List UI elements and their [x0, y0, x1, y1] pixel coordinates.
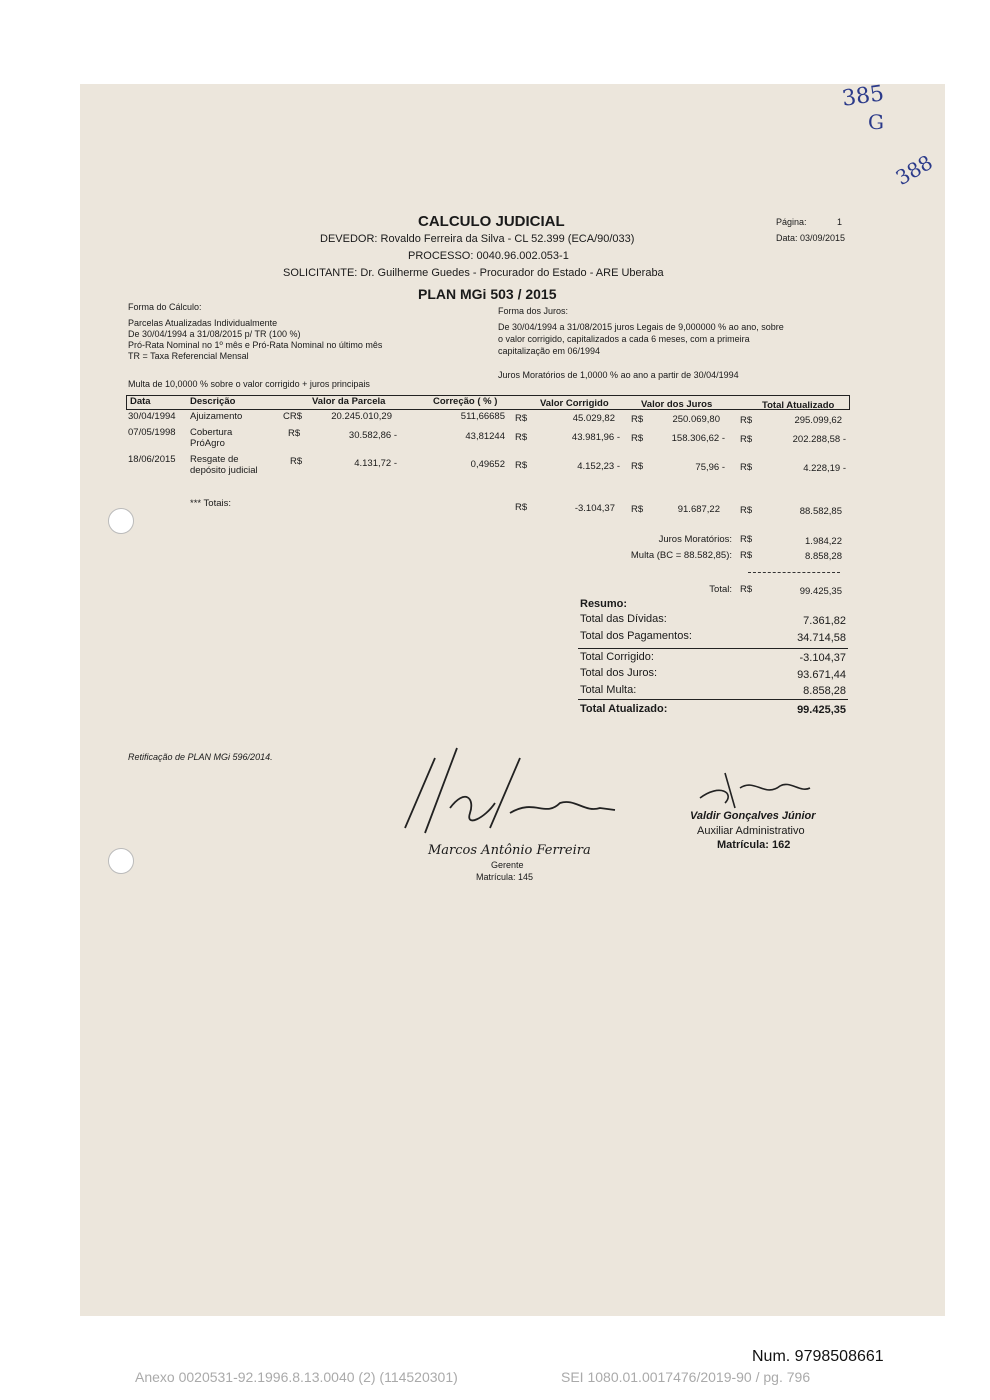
calc-form-line: TR = Taxa Referencial Mensal: [128, 351, 249, 361]
cell-currency: R$: [631, 414, 644, 425]
punch-hole-bottom: [108, 848, 134, 874]
col-header-valor-parcela: Valor da Parcela: [312, 396, 386, 407]
juros-moratorios-value: 1.984,22: [805, 536, 842, 547]
cell-valor-parcela: 4.131,72 -: [354, 458, 397, 469]
totals-corrigido: -3.104,37: [574, 503, 615, 514]
signature-right-role: Auxiliar Administrativo: [697, 825, 805, 837]
resumo-label: Total das Dívidas:: [580, 613, 667, 625]
cell-descricao: Resgate de: [190, 454, 239, 465]
document-title: CALCULO JUDICIAL: [418, 213, 565, 230]
cell-currency: R$: [740, 584, 753, 595]
cell-currency: R$: [740, 462, 753, 473]
handwritten-page-number-2: 388: [891, 150, 937, 190]
cell-currency: R$: [631, 433, 644, 444]
multa-value: 8.858,28: [805, 551, 842, 562]
resumo-value: 34.714,58: [797, 632, 846, 644]
cell-currency: R$: [515, 432, 528, 443]
cell-total-atualizado: 295.099,62: [794, 415, 842, 426]
cell-currency: CR$: [283, 411, 303, 422]
multa-label: Multa (BC = 88.582,85):: [630, 550, 732, 561]
col-header-correcao: Correção ( % ): [433, 396, 498, 407]
signature-left-scribble: [395, 738, 625, 838]
totals-juros: 91.687,22: [677, 504, 720, 515]
processo: PROCESSO: 0040.96.002.053-1: [408, 250, 569, 262]
resumo-final-divider: [578, 699, 848, 700]
resumo-label: Total dos Pagamentos:: [580, 630, 692, 642]
cell-total-atualizado: 202.288,58 -: [792, 434, 846, 445]
calc-form-label: Forma do Cálculo:: [128, 302, 202, 312]
col-header-data: Data: [130, 396, 151, 407]
juros-form-line: o valor corrigido, capitalizados a cada 6 meses, com a primeira: [498, 334, 750, 344]
date-label: Data: 03/09/2015: [776, 233, 846, 243]
cell-valor-juros: 75,96 -: [695, 462, 725, 473]
page-value: 1: [837, 217, 843, 227]
retificacao-note: Retificação de PLAN MGi 596/2014.: [128, 752, 273, 762]
handwritten-page-number: 385: [840, 81, 886, 112]
table-border-left: [126, 395, 127, 410]
cell-currency: R$: [740, 550, 753, 561]
col-header-total-atualizado: Total Atualizado: [762, 400, 835, 411]
cell-correcao: 43,81244: [465, 431, 505, 442]
cell-valor-corrigido: 4.152,23 -: [577, 461, 620, 472]
calc-form-line: De 30/04/1994 a 31/08/2015 p/ TR (100 %): [128, 329, 301, 339]
handwritten-letter: G: [868, 110, 884, 134]
resumo-value: -3.104,37: [799, 652, 846, 664]
cell-currency: R$: [740, 534, 753, 545]
resumo-divider: [578, 648, 848, 649]
calc-form-line: Pró-Rata Nominal no 1º mês e Pró-Rata Nominal no último mês: [128, 340, 383, 350]
cell-currency: R$: [740, 434, 753, 445]
signature-left-role: Gerente: [491, 860, 524, 870]
resumo-final-label: Total Atualizado:: [580, 703, 668, 715]
cell-correcao: 0,49652: [470, 459, 505, 470]
signature-left-matricula: Matrícula: 145: [476, 872, 534, 882]
total-value: 99.425,35: [799, 586, 842, 597]
punch-hole-top: [108, 508, 134, 534]
col-header-valor-juros: Valor dos Juros: [641, 399, 713, 410]
resumo-value: 8.858,28: [803, 685, 846, 697]
totals-total: 88.582,85: [799, 506, 842, 517]
cell-valor-corrigido: 45.029,82: [572, 413, 615, 424]
resumo-final-value: 99.425,35: [797, 704, 846, 716]
cell-currency: R$: [515, 460, 528, 471]
cell-valor-corrigido: 43.981,96 -: [571, 432, 620, 443]
cell-descricao-2: depósito judicial: [190, 465, 258, 476]
cell-data: 18/06/2015: [128, 454, 176, 465]
cell-currency: R$: [631, 504, 644, 515]
cell-descricao: Ajuizamento: [190, 411, 243, 422]
resumo-label: Total Corrigido:: [580, 651, 654, 663]
solicitante: SOLICITANTE: Dr. Guilherme Guedes - Procurador do Estado - ARE Uberaba: [283, 267, 664, 279]
cell-total-atualizado: 4.228,19 -: [803, 463, 846, 474]
footer-anexo: Anexo 0020531-92.1996.8.13.0040 (2) (114520301): [135, 1369, 458, 1385]
total-separator: [748, 572, 840, 574]
total-label: Total:: [709, 584, 732, 595]
resumo-label: Total Multa:: [580, 684, 637, 696]
cell-currency: R$: [740, 415, 753, 426]
cell-currency: R$: [740, 505, 753, 516]
cell-valor-parcela: 30.582,86 -: [348, 430, 397, 441]
resumo-value: 93.671,44: [797, 669, 846, 681]
juros-form-label: Forma dos Juros:: [498, 306, 569, 316]
table-header-bottom-line: [126, 409, 850, 410]
cell-currency: R$: [290, 456, 303, 467]
plan-number: PLAN MGi 503 / 2015: [418, 286, 557, 302]
multa-description: Multa de 10,0000 % sobre o valor corrigido + juros principais: [128, 379, 370, 389]
cell-valor-parcela: 20.245.010,29: [331, 411, 392, 422]
table-border-right: [849, 395, 850, 410]
footer-sei: SEI 1080.01.0017476/2019-90 / pg. 796: [561, 1369, 811, 1385]
cell-correcao: 511,66685: [460, 411, 505, 422]
calc-form-line: Parcelas Atualizadas Individualmente: [128, 318, 278, 328]
juros-moratorios-description: Juros Moratórios de 1,0000 % ao ano a partir de 30/04/1994: [498, 370, 739, 380]
cell-currency: R$: [288, 428, 301, 439]
juros-form-line: De 30/04/1994 a 31/08/2015 juros Legais de 9,000000 % ao ano, sobre: [498, 322, 784, 332]
totals-label: *** Totais:: [190, 498, 232, 509]
cell-valor-juros: 250.069,80: [672, 414, 720, 425]
cell-data: 30/04/1994: [128, 411, 176, 422]
juros-form-line: capitalização em 06/1994: [498, 346, 601, 356]
cell-descricao-2: PróAgro: [190, 438, 225, 449]
juros-moratorios-label: Juros Moratórios:: [658, 534, 732, 545]
signature-right-name: Valdir Gonçalves Júnior: [690, 810, 816, 822]
footer-num: Num. 9798508661: [752, 1348, 884, 1365]
resumo-label: Total dos Juros:: [580, 667, 658, 679]
devedor: DEVEDOR: Rovaldo Ferreira da Silva - CL 52.399 (ECA/90/033): [320, 233, 635, 245]
col-header-valor-corrigido: Valor Corrigido: [540, 398, 609, 409]
signature-left-name: Marcos Antônio Ferreira: [428, 843, 591, 858]
cell-currency: R$: [515, 502, 528, 513]
cell-currency: R$: [631, 461, 644, 472]
signature-right-matricula: Matrícula: 162: [717, 839, 791, 851]
signature-right-scribble: [695, 768, 815, 813]
cell-currency: R$: [515, 413, 528, 424]
page-label: Página:: [776, 217, 807, 227]
resumo-value: 7.361,82: [803, 615, 846, 627]
cell-descricao: Cobertura: [190, 427, 233, 438]
cell-data: 07/05/1998: [128, 427, 176, 438]
resumo-title: Resumo:: [580, 598, 628, 610]
cell-valor-juros: 158.306,62 -: [671, 433, 725, 444]
col-header-descricao: Descrição: [190, 396, 236, 407]
